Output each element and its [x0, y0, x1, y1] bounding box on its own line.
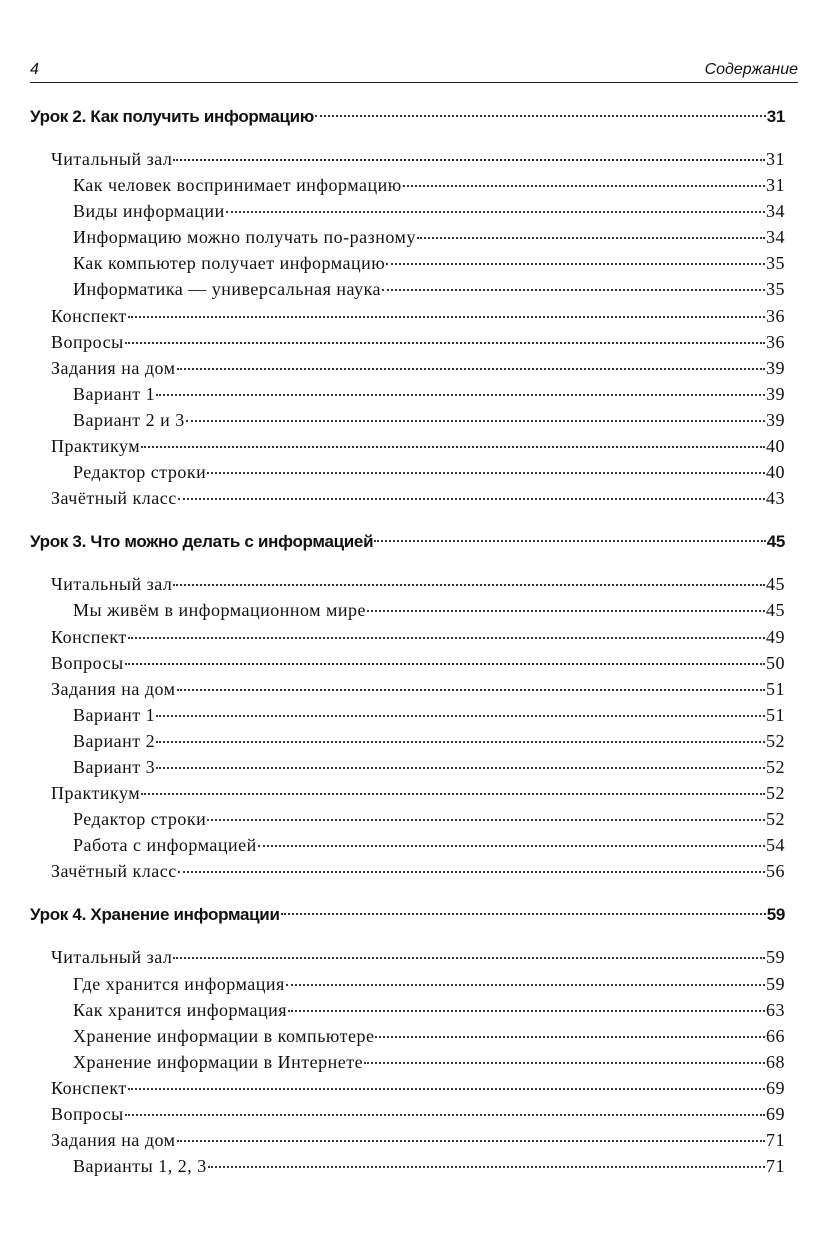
dot-leader [177, 368, 765, 370]
toc-entry[interactable] [30, 571, 785, 597]
toc-entry[interactable] [30, 198, 785, 224]
toc-entry-title: Зачётный класс [51, 861, 177, 882]
toc-entry-page: 52 [766, 809, 785, 830]
toc-entry-page: 34 [766, 201, 785, 222]
toc-entry-page: 40 [766, 436, 785, 457]
toc-entry[interactable] [30, 250, 785, 276]
dot-leader [186, 420, 765, 422]
dot-leader [207, 819, 765, 821]
toc-entry-title: Читальный зал [51, 574, 173, 595]
toc-entry[interactable] [30, 971, 785, 997]
dot-leader [128, 1088, 765, 1090]
toc-entry-page: 51 [766, 678, 785, 699]
toc-entry[interactable] [30, 1127, 785, 1153]
toc-entry-title: Варианты 1, 2, 3 [73, 1156, 207, 1177]
toc-entry[interactable] [30, 650, 785, 676]
toc-entry[interactable] [30, 806, 785, 832]
toc-entry[interactable] [30, 276, 785, 302]
table-of-contents [30, 104, 785, 1197]
toc-entry-page: 34 [766, 227, 785, 248]
dot-leader [156, 715, 765, 717]
toc-entry-page: 35 [766, 279, 785, 300]
toc-entry[interactable] [30, 1049, 785, 1075]
toc-entry-page: 71 [766, 1156, 785, 1177]
toc-entry[interactable] [30, 459, 785, 485]
toc-entry[interactable] [30, 407, 785, 433]
dot-leader [128, 637, 765, 639]
toc-lesson-heading[interactable] [30, 902, 785, 928]
toc-entry-title: Конспект [51, 1077, 127, 1098]
toc-entry-title: Задания на дом [51, 357, 176, 378]
toc-entry-title: Конспект [51, 626, 127, 647]
toc-lesson-page: 59 [766, 905, 785, 925]
toc-entry-title: Работа с информацией [73, 835, 257, 856]
toc-lesson-page: 31 [766, 107, 785, 126]
toc-entry-page: 31 [766, 149, 785, 169]
dot-leader [364, 1062, 765, 1064]
toc-entry-title: Вариант 1 [73, 383, 156, 404]
toc-entry-page: 52 [766, 730, 785, 751]
toc-entry-title: Читальный зал [51, 149, 173, 169]
toc-lesson-heading[interactable] [30, 529, 785, 555]
dot-leader [208, 1166, 765, 1168]
toc-entry-page: 50 [766, 652, 785, 673]
toc-entry-title: Где хранится информация [73, 973, 285, 994]
toc-entry[interactable] [30, 780, 785, 806]
toc-entry[interactable] [30, 728, 785, 754]
toc-entry-title: Редактор строки [73, 462, 207, 483]
toc-entry-title: Хранение информации в Интернете [73, 1051, 364, 1072]
toc-entry-title: Вариант 1 [73, 704, 156, 725]
dot-leader [177, 689, 765, 691]
dot-leader [125, 1114, 765, 1116]
toc-entry[interactable] [30, 146, 785, 172]
toc-entry[interactable] [30, 303, 785, 329]
dot-leader [178, 871, 765, 873]
dot-leader [382, 289, 765, 291]
toc-entry-title: Зачётный класс [51, 488, 177, 509]
dot-leader [315, 115, 766, 117]
toc-entry-title: Задания на дом [51, 678, 176, 699]
toc-entry-title: Редактор строки [73, 809, 207, 830]
toc-entry-page: 36 [766, 331, 785, 352]
toc-entry-title: Практикум [51, 783, 141, 804]
toc-entry[interactable] [30, 1023, 785, 1049]
toc-entry-page: 71 [766, 1130, 785, 1151]
dot-leader [173, 957, 765, 959]
toc-entry-page: 56 [766, 861, 785, 882]
dot-leader [374, 540, 765, 542]
dot-leader [417, 237, 765, 239]
dot-leader [375, 1036, 765, 1038]
dot-leader [226, 211, 765, 213]
toc-entry-title: Читальный зал [51, 947, 173, 968]
toc-entry-page: 51 [766, 704, 785, 725]
dot-leader [207, 472, 765, 474]
toc-lesson [30, 104, 785, 511]
toc-entry-title: Как хранится информация [73, 999, 288, 1020]
toc-entry[interactable] [30, 1101, 785, 1127]
toc-entry[interactable] [30, 433, 785, 459]
toc-entry-title: Вопросы [51, 331, 124, 352]
toc-entry-page: 43 [766, 488, 785, 509]
toc-entry-page: 52 [766, 783, 785, 804]
toc-entry[interactable] [30, 172, 785, 198]
dot-leader [177, 1140, 765, 1142]
toc-entry-page: 35 [766, 253, 785, 274]
toc-entry-page: 59 [766, 947, 785, 968]
dot-leader [258, 845, 765, 847]
toc-entry[interactable] [30, 597, 785, 623]
toc-entry-page: 68 [766, 1051, 785, 1072]
dot-leader [286, 984, 765, 986]
toc-entry-page: 69 [766, 1104, 785, 1124]
toc-entry-title: Информацию можно получать по-разному [73, 227, 416, 248]
toc-entry-title: Конспект [51, 305, 127, 326]
toc-lesson-title: Урок 4. Хранение информации [30, 905, 280, 925]
toc-entry-title: Хранение информации в компьютере [73, 1025, 375, 1046]
toc-entry-title: Вопросы [51, 1104, 124, 1124]
toc-entry[interactable] [30, 702, 785, 728]
toc-entry[interactable] [30, 485, 785, 511]
dot-leader [367, 610, 765, 612]
toc-entry-page: 36 [766, 305, 785, 326]
toc-lesson [30, 902, 785, 1179]
toc-entry-page: 66 [766, 1025, 785, 1046]
toc-entry[interactable] [30, 381, 785, 407]
toc-entry-title: Практикум [51, 436, 141, 457]
toc-entry[interactable] [30, 1075, 785, 1101]
toc-entry-page: 52 [766, 756, 785, 777]
toc-entry[interactable] [30, 997, 785, 1023]
toc-entry-page: 40 [766, 462, 785, 483]
toc-entry[interactable] [30, 1153, 785, 1179]
page-header [30, 60, 798, 83]
toc-entry-page: 49 [766, 626, 785, 647]
toc-entry-title: Как человек воспринимает информацию [73, 175, 402, 196]
toc-entry[interactable] [30, 329, 785, 355]
toc-entry-page: 63 [766, 999, 785, 1020]
toc-lesson-page: 45 [766, 532, 785, 552]
toc-lesson-title: Урок 2. Как получить информацию [30, 107, 315, 126]
dot-leader [125, 663, 765, 665]
toc-entry[interactable] [30, 624, 785, 650]
toc-entry-page: 54 [766, 835, 785, 856]
toc-entry[interactable] [30, 858, 785, 884]
toc-entry-page: 39 [766, 383, 785, 404]
toc-entry-title: Мы живём в информационном мире [73, 600, 367, 621]
dot-leader [281, 913, 766, 915]
dot-leader [156, 767, 765, 769]
toc-entry-title: Задания на дом [51, 1130, 176, 1151]
toc-entry[interactable] [30, 832, 785, 858]
dot-leader [125, 342, 765, 344]
toc-entry[interactable] [30, 224, 785, 250]
dot-leader [141, 793, 765, 795]
toc-entry[interactable] [30, 944, 785, 970]
toc-entry-title: Виды информации [73, 201, 225, 222]
toc-lesson [30, 529, 785, 884]
dot-leader [386, 263, 765, 265]
toc-entry-title: Вопросы [51, 652, 124, 673]
toc-entry-title: Вариант 2 [73, 730, 156, 751]
toc-entry-title: Вариант 3 [73, 756, 156, 777]
toc-lesson-heading[interactable] [30, 104, 785, 130]
toc-entry[interactable] [30, 754, 785, 780]
dot-leader [178, 498, 765, 500]
page-number: 4 [30, 61, 39, 78]
dot-leader [288, 1010, 765, 1012]
dot-leader [173, 584, 765, 586]
toc-entry-title: Вариант 2 и 3 [73, 409, 185, 430]
dot-leader [141, 446, 765, 448]
toc-entry[interactable] [30, 355, 785, 381]
toc-entry[interactable] [30, 676, 785, 702]
dot-leader [403, 185, 765, 187]
toc-entry-page: 31 [766, 175, 785, 196]
toc-entry-page: 39 [766, 409, 785, 430]
dot-leader [173, 159, 765, 161]
dot-leader [156, 741, 765, 743]
toc-entry-page: 69 [766, 1077, 785, 1098]
toc-lesson-title: Урок 3. Что можно делать с информацией [30, 532, 374, 552]
toc-entry-title: Как компьютер получает информацию [73, 253, 386, 274]
toc-entry-page: 45 [766, 600, 785, 621]
toc-entry-page: 39 [766, 357, 785, 378]
toc-entry-title: Информатика — универсальная наука [73, 279, 382, 300]
dot-leader [156, 394, 765, 396]
dot-leader [128, 316, 765, 318]
toc-entry-page: 59 [766, 973, 785, 994]
toc-entry-page: 45 [766, 574, 785, 595]
running-title: Содержание [704, 61, 798, 78]
